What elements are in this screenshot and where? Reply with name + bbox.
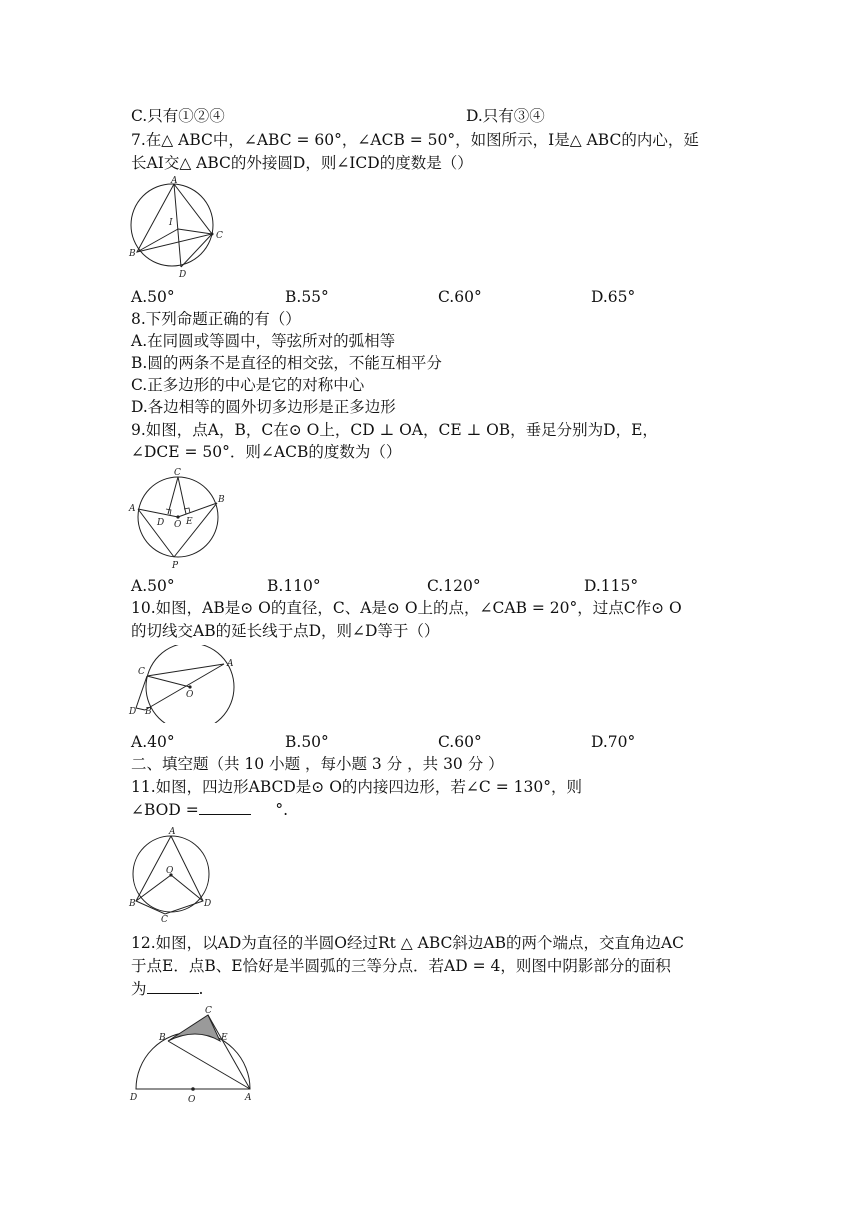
q11-line2-suffix: °. [275, 801, 289, 819]
q7-label-i: I [169, 218, 173, 228]
q7-label-a: A [171, 176, 178, 186]
q9-label-c: C [174, 468, 181, 478]
q7-option-a: A.50° [131, 288, 175, 306]
q11-label-a: A [169, 827, 176, 837]
q11-label-c: C [161, 915, 168, 923]
q10-option-b: B.50° [285, 733, 329, 751]
q9-line2: ∠DCE = 50°．则∠ACB的度数为（） [131, 443, 402, 461]
q10-label-c: C [138, 667, 145, 677]
q7-figure [128, 176, 228, 280]
q9-label-p: P [172, 561, 179, 571]
q11-line2 [131, 800, 288, 820]
q12-line2: 于点E．点B、E恰好是半圆弧的三等分点．若AD = 4，则图中阴影部分的面积 [131, 957, 671, 975]
q12-line1: 12.如图，以AD为直径的半圆O经过Rt △ ABC斜边AB的两个端点，交直角边AC [131, 934, 685, 952]
q12-shaded-region [168, 1015, 220, 1041]
q10-label-d: D [129, 707, 137, 717]
q12-figure [128, 1003, 258, 1103]
q12-label-e: E [221, 1033, 228, 1043]
q10-option-a: A.40° [131, 733, 175, 751]
q9-label-o: O [174, 520, 182, 530]
q7-line1: 7.在△ ABC中，∠ABC = 60°，∠ACB = 50°，如图所示，I是△ ABC的内心，延 [131, 131, 699, 149]
q8-choice-b: B.圆的两条不是直径的相交弦，不能互相平分 [131, 354, 442, 372]
option-c-top: C.只有①②④ [131, 107, 225, 125]
option-d-top: D.只有③④ [466, 107, 545, 125]
q9-option-b: B.110° [267, 577, 321, 595]
q7-label-d: D [179, 270, 187, 280]
q12-line3 [131, 979, 203, 999]
q12-line3-suffix: . [198, 980, 204, 998]
q7-option-d: D.65° [591, 288, 636, 306]
q9-line1: 9.如图，点A，B，C在⊙ O上，CD ⊥ OA，CE ⊥ OB，垂足分别为D，E， [131, 421, 658, 439]
q9-option-d: D.115° [584, 577, 639, 595]
q9-option-c: C.120° [427, 577, 481, 595]
q11-figure [128, 825, 218, 923]
q9-label-d: D [157, 518, 165, 528]
q7-label-c: C [216, 231, 223, 241]
q9-label-a: A [129, 504, 136, 514]
q7-label-b: B [129, 249, 136, 259]
q12-label-o: O [188, 1095, 196, 1103]
q8-choice-c: C.正多边形的中心是它的对称中心 [131, 376, 365, 394]
q8-choice-a: A.在同圆或等圆中，等弦所对的弧相等 [131, 332, 396, 350]
q7-option-c: C.60° [438, 288, 482, 306]
q11-label-b: B [129, 899, 136, 909]
q11-label-d: D [204, 899, 212, 909]
q7-line2: 长AI交△ ABC的外接圆D，则∠ICD的度数是（） [131, 154, 473, 172]
q8-choice-d: D.各边相等的圆外切多边形是正多边形 [131, 398, 396, 416]
q10-label-a: A [227, 659, 234, 669]
q8-stem: 8.下列命题正确的有（） [131, 310, 301, 328]
q10-option-d: D.70° [591, 733, 636, 751]
q10-option-c: C.60° [438, 733, 482, 751]
q12-label-d: D [130, 1093, 138, 1103]
q9-option-a: A.50° [131, 577, 175, 595]
q11-label-o: O [166, 866, 174, 876]
q10-line1: 10.如图，AB是⊙ O的直径，C、A是⊙ O上的点，∠CAB = 20°，过点C作⊙ O [131, 599, 682, 617]
q12-label-c: C [205, 1006, 212, 1016]
q12-label-b: B [159, 1033, 166, 1043]
q10-figure [128, 645, 238, 723]
q10-line2: 的切线交AB的延长线于点D，则∠D等于（） [131, 622, 440, 640]
section-2-title: 二、填空题（共 10 小题 ，每小题 3 分 ，共 30 分 ） [131, 755, 504, 773]
q9-label-e: E [186, 517, 193, 527]
q12-answer-blank[interactable] [147, 979, 199, 994]
q11-answer-blank[interactable] [199, 800, 251, 815]
q7-option-b: B.55° [285, 288, 329, 306]
q12-label-a: A [245, 1093, 252, 1103]
q10-label-o: O [186, 690, 194, 700]
q11-line1: 11.如图，四边形ABCD是⊙ O的内接四边形，若∠C = 130°，则 [131, 778, 582, 796]
q9-label-b: B [218, 495, 225, 505]
q10-label-b: B [145, 707, 152, 717]
q9-figure [128, 465, 232, 571]
q11-line2-prefix: ∠BOD = [131, 801, 199, 819]
q12-line3-prefix: 为 [131, 980, 147, 998]
